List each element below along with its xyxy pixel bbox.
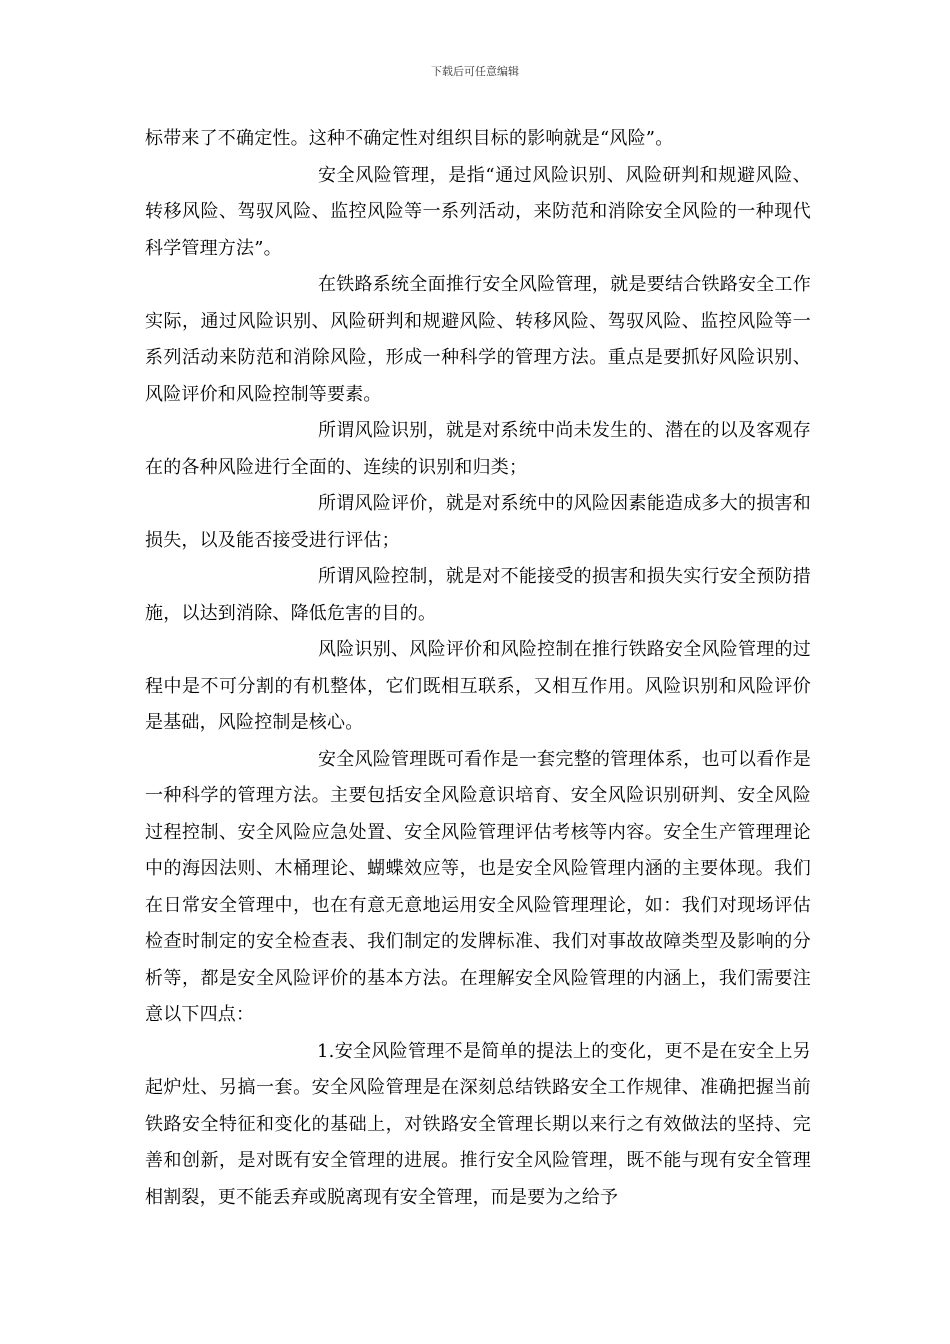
- paragraph-risk-identification: 所谓风险识别，就是对系统中尚未发生的、潜在的以及客观存在的各种风险进行全面的、连续的识别和归类；: [145, 420, 811, 478]
- page-header: 下载后可任意编辑: [431, 65, 519, 78]
- paragraph-point-one: 1.安全风险管理不是简单的提法上的变化，更不是在安全上另起炉灶、另搞一套。安全风险管理是在深刻总结铁路安全工作规律、准确把握当前铁路安全特征和变化的基础上，对铁路安全管理长期以来行之有效做法的坚持、完善和创新，是对既有安全管理的进展。推行安全风险管理，既不能与现有安全管理相割裂，更不能丢弃或脱离现有安全管理，而是要为之给予: [145, 1040, 811, 1208]
- paragraph-continuation: 标带来了不确定性。这种不确定性对组织目标的影响就是“风险”。: [145, 128, 674, 149]
- paragraph-risk-evaluation: 所谓风险评价，就是对系统中的风险因素能造成多大的损害和损失，以及能否接受进行评估；: [145, 493, 811, 551]
- paragraph-definition: 安全风险管理，是指“通过风险识别、风险研判和规避风险、转移风险、驾驭风险、监控风险等一系列活动，来防范和消除安全风险的一种现代科学管理方法”。: [145, 164, 811, 259]
- paragraph-management-system: 安全风险管理既可看作是一套完整的管理体系，也可以看作是一种科学的管理方法。主要包括安全风险意识培育、安全风险识别研判、安全风险过程控制、安全风险应急处置、安全风险管理评估考核等内容。安全生产管理理论中的海因法则、木桶理论、蝴蝶效应等，也是安全风险管理内涵的主要体现。我们在日常安全管理中，也在有意无意地运用安全风险管理理论，如：我们对现场评估检查时制定的安全检查表、我们制定的发牌标准、我们对事故故障类型及影响的分析等，都是安全风险评价的基本方法。在理解安全风险管理的内涵上，我们需要注意以下四点：: [145, 748, 811, 1025]
- document-body: [145, 121, 811, 1216]
- paragraph-integration: 风险识别、风险评价和风险控制在推行铁路安全风险管理的过程中是不可分割的有机整体，它们既相互联系，又相互作用。风险识别和风险评价是基础，风险控制是核心。: [145, 639, 811, 733]
- paragraph-risk-control: 所谓风险控制，就是对不能接受的损害和损失实行安全预防措施，以达到消除、降低危害的目的。: [145, 566, 811, 624]
- paragraph-railway-implementation: 在铁路系统全面推行安全风险管理，就是要结合铁路安全工作实际，通过风险识别、风险研判和规避风险、转移风险、驾驭风险、监控风险等一系列活动来防范和消除风险，形成一种科学的管理方法。重点是要抓好风险识别、风险评价和风险控制等要素。: [145, 274, 811, 405]
